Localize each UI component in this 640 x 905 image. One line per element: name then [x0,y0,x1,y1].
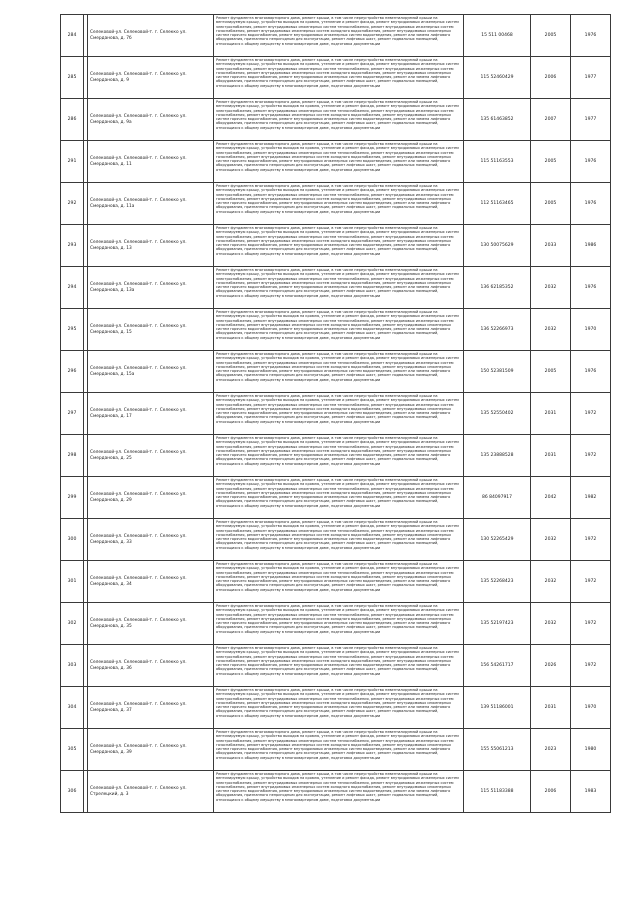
work-description-cell [214,729,464,771]
row-number: 294 [61,267,84,309]
construction-year-cell: 1972 [571,561,611,603]
cost-cell: 150 52381509 [464,351,531,393]
construction-year-cell: 1977 [571,99,611,141]
address-cell: Селековой-ул. Селековой-т. г. Селекко ул. Смерданова, д. 34 [88,561,214,603]
row-number: 285 [61,57,84,99]
table-body [61,15,611,813]
work-description-text: Ремонт фундамента многоквартирного дома, ремонт крыши, в том числе переустройство невентилируемой крыши на вентилируемую крышу, устройство выходов на кровлю, утепление и ремонт фасада, ремонт внутридомовых инженерных систем электроснабжения, ремонт внутридомовых инженерных систем теплоснабжения, ремонт внутридомовых инженерных систем газоснабжения, ремонт внутридомовых инженерных систем холодного водоснабжения, ремонт внутридомовых инженерных систем горячего водоснабжения, ремонт внутридомовых инженерных систем водоотведения, ремонт или замена лифтового оборудования, признанного непригодным для эксплуатации, ремонт лифтовых шахт, ремонт подвальных помещений, относящихся к общему имуществу в многоквартирном доме, подготовка документации [216,604,459,634]
cost-cell: 155 55061213 [464,729,531,771]
work-description-cell [214,645,464,687]
construction-year-cell: 1976 [571,15,611,57]
address-cell: Селековой-ул. Селековой-т. г. Селекко ул. Смерданова, д. 35 [88,603,214,645]
table-row [61,225,611,267]
table-row [61,603,611,645]
planned-year-cell: 2031 [531,435,571,477]
work-description-cell [214,99,464,141]
capital-repair-table [60,14,611,813]
cost-cell: 135 23888528 [464,435,531,477]
cost-cell: 135 52197423 [464,603,531,645]
work-description-cell [214,519,464,561]
address-cell: Селековой-ул. Селековой-т. г. Селекко ул. Смерданова, д. 15 [88,309,214,351]
construction-year-cell: 1976 [571,141,611,183]
work-description-text: Ремонт фундамента многоквартирного дома, ремонт крыши, в том числе переустройство невентилируемой крыши на вентилируемую крышу, устройство выходов на кровлю, утепление и ремонт фасада, ремонт внутридомовых инженерных систем электроснабжения, ремонт внутридомовых инженерных систем теплоснабжения, ремонт внутридомовых инженерных систем газоснабжения, ремонт внутридомовых инженерных систем холодного водоснабжения, ремонт внутридомовых инженерных систем горячего водоснабжения, ремонт внутридомовых инженерных систем водоотведения, ремонт или замена лифтового оборудования, признанного непригодным для эксплуатации, ремонт лифтовых шахт, ремонт подвальных помещений, относящихся к общему имуществу в многоквартирном доме, подготовка документации [216,16,459,46]
address-cell: Селековой-ул. Селековой-т. г. Селекко ул. Смерданова, д. 9 [88,57,214,99]
address-cell: Селековой-ул. Селековой-т. г. Селекко ул. Смерданова, д. 9а [88,99,214,141]
work-description-text: Ремонт фундамента многоквартирного дома, ремонт крыши, в том числе переустройство невентилируемой крыши на вентилируемую крышу, устройство выходов на кровлю, утепление и ремонт фасада, ремонт внутридомовых инженерных систем электроснабжения, ремонт внутридомовых инженерных систем теплоснабжения, ремонт внутридомовых инженерных систем газоснабжения, ремонт внутридомовых инженерных систем холодного водоснабжения, ремонт внутридомовых инженерных систем горячего водоснабжения, ремонт внутридомовых инженерных систем водоотведения, ремонт или замена лифтового оборудования, признанного непригодным для эксплуатации, ремонт лифтовых шахт, ремонт подвальных помещений, относящихся к общему имуществу в многоквартирном доме, подготовка документации [216,394,459,424]
cost-cell: 86 84097917 [464,477,531,519]
work-description-cell [214,435,464,477]
construction-year-cell: 1972 [571,603,611,645]
cost-cell: 135 52550402 [464,393,531,435]
row-number: 292 [61,183,84,225]
cost-cell: 15 511 00468 [464,15,531,57]
row-number: 301 [61,561,84,603]
work-description-text: Ремонт фундамента многоквартирного дома, ремонт крыши, в том числе переустройство невентилируемой крыши на вентилируемую крышу, устройство выходов на кровлю, утепление и ремонт фасада, ремонт внутридомовых инженерных систем электроснабжения, ремонт внутридомовых инженерных систем теплоснабжения, ремонт внутридомовых инженерных систем газоснабжения, ремонт внутридомовых инженерных систем холодного водоснабжения, ремонт внутридомовых инженерных систем горячего водоснабжения, ремонт внутридомовых инженерных систем водоотведения, ремонт или замена лифтового оборудования, признанного непригодным для эксплуатации, ремонт лифтовых шахт, ремонт подвальных помещений, относящихся к общему имуществу в многоквартирном доме, подготовка документации [216,772,459,802]
construction-year-cell: 1986 [571,225,611,267]
planned-year-cell: 2032 [531,561,571,603]
work-description-text: Ремонт фундамента многоквартирного дома, ремонт крыши, в том числе переустройство невентилируемой крыши на вентилируемую крышу, устройство выходов на кровлю, утепление и ремонт фасада, ремонт внутридомовых инженерных систем электроснабжения, ремонт внутридомовых инженерных систем теплоснабжения, ремонт внутридомовых инженерных систем газоснабжения, ремонт внутридомовых инженерных систем холодного водоснабжения, ремонт внутридомовых инженерных систем горячего водоснабжения, ремонт внутридомовых инженерных систем водоотведения, ремонт или замена лифтового оборудования, признанного непригодным для эксплуатации, ремонт лифтовых шахт, ремонт подвальных помещений, относящихся к общему имуществу в многоквартирном доме, подготовка документации [216,142,459,172]
planned-year-cell: 2005 [531,183,571,225]
address-cell: Селековой-ул. Селековой-т. г. Селекко ул. Смерданова, д. 29 [88,477,214,519]
planned-year-cell: 2033 [531,225,571,267]
work-description-text: Ремонт фундамента многоквартирного дома, ремонт крыши, в том числе переустройство невентилируемой крыши на вентилируемую крышу, устройство выходов на кровлю, утепление и ремонт фасада, ремонт внутридомовых инженерных систем электроснабжения, ремонт внутридомовых инженерных систем теплоснабжения, ремонт внутридомовых инженерных систем газоснабжения, ремонт внутридомовых инженерных систем холодного водоснабжения, ремонт внутридомовых инженерных систем горячего водоснабжения, ремонт внутридомовых инженерных систем водоотведения, ремонт или замена лифтового оборудования, признанного непригодным для эксплуатации, ремонт лифтовых шахт, ремонт подвальных помещений, относящихся к общему имуществу в многоквартирном доме, подготовка документации [216,520,459,550]
work-description-text: Ремонт фундамента многоквартирного дома, ремонт крыши, в том числе переустройство невентилируемой крыши на вентилируемую крышу, устройство выходов на кровлю, утепление и ремонт фасада, ремонт внутридомовых инженерных систем электроснабжения, ремонт внутридомовых инженерных систем теплоснабжения, ремонт внутридомовых инженерных систем газоснабжения, ремонт внутридомовых инженерных систем холодного водоснабжения, ремонт внутридомовых инженерных систем горячего водоснабжения, ремонт внутридомовых инженерных систем водоотведения, ремонт или замена лифтового оборудования, признанного непригодным для эксплуатации, ремонт лифтовых шахт, ремонт подвальных помещений, относящихся к общему имуществу в многоквартирном доме, подготовка документации [216,478,459,508]
construction-year-cell: 1983 [571,771,611,813]
cost-cell: 115 51163553 [464,141,531,183]
work-description-text: Ремонт фундамента многоквартирного дома, ремонт крыши, в том числе переустройство невентилируемой крыши на вентилируемую крышу, устройство выходов на кровлю, утепление и ремонт фасада, ремонт внутридомовых инженерных систем электроснабжения, ремонт внутридомовых инженерных систем теплоснабжения, ремонт внутридомовых инженерных систем газоснабжения, ремонт внутридомовых инженерных систем холодного водоснабжения, ремонт внутридомовых инженерных систем горячего водоснабжения, ремонт внутридомовых инженерных систем водоотведения, ремонт или замена лифтового оборудования, признанного непригодным для эксплуатации, ремонт лифтовых шахт, ремонт подвальных помещений, относящихся к общему имуществу в многоквартирном доме, подготовка документации [216,100,459,130]
address-cell: Селековой-ул. Селековой-т. г. Селекко ул. Смерданова, д. 13 [88,225,214,267]
construction-year-cell: 1970 [571,309,611,351]
work-description-cell [214,771,464,813]
work-description-text: Ремонт фундамента многоквартирного дома, ремонт крыши, в том числе переустройство невентилируемой крыши на вентилируемую крышу, устройство выходов на кровлю, утепление и ремонт фасада, ремонт внутридомовых инженерных систем электроснабжения, ремонт внутридомовых инженерных систем теплоснабжения, ремонт внутридомовых инженерных систем газоснабжения, ремонт внутридомовых инженерных систем холодного водоснабжения, ремонт внутридомовых инженерных систем горячего водоснабжения, ремонт внутридомовых инженерных систем водоотведения, ремонт или замена лифтового оборудования, признанного непригодным для эксплуатации, ремонт лифтовых шахт, ремонт подвальных помещений, относящихся к общему имуществу в многоквартирном доме, подготовка документации [216,436,459,466]
address-cell: Селековой-ул. Селековой-т. г. Селекко ул. Смерданова, д. 36 [88,645,214,687]
row-number: 304 [61,687,84,729]
row-number: 293 [61,225,84,267]
work-description-text: Ремонт фундамента многоквартирного дома, ремонт крыши, в том числе переустройство невентилируемой крыши на вентилируемую крышу, устройство выходов на кровлю, утепление и ремонт фасада, ремонт внутридомовых инженерных систем электроснабжения, ремонт внутридомовых инженерных систем теплоснабжения, ремонт внутридомовых инженерных систем газоснабжения, ремонт внутридомовых инженерных систем холодного водоснабжения, ремонт внутридомовых инженерных систем горячего водоснабжения, ремонт внутридомовых инженерных систем водоотведения, ремонт или замена лифтового оборудования, признанного непригодным для эксплуатации, ремонт лифтовых шахт, ремонт подвальных помещений, относящихся к общему имуществу в многоквартирном доме, подготовка документации [216,352,459,382]
cost-cell: 135 61463852 [464,99,531,141]
table-row [61,435,611,477]
planned-year-cell: 2023 [531,729,571,771]
construction-year-cell: 1980 [571,729,611,771]
cost-cell: 156 54261717 [464,645,531,687]
construction-year-cell: 1970 [571,687,611,729]
work-description-text: Ремонт фундамента многоквартирного дома, ремонт крыши, в том числе переустройство невентилируемой крыши на вентилируемую крышу, устройство выходов на кровлю, утепление и ремонт фасада, ремонт внутридомовых инженерных систем электроснабжения, ремонт внутридомовых инженерных систем теплоснабжения, ремонт внутридомовых инженерных систем газоснабжения, ремонт внутридомовых инженерных систем холодного водоснабжения, ремонт внутридомовых инженерных систем горячего водоснабжения, ремонт внутридомовых инженерных систем водоотведения, ремонт или замена лифтового оборудования, признанного непригодным для эксплуатации, ремонт лифтовых шахт, ремонт подвальных помещений, относящихся к общему имуществу в многоквартирном доме, подготовка документации [216,646,459,676]
table-row [61,99,611,141]
row-number: 296 [61,351,84,393]
work-description-cell [214,267,464,309]
planned-year-cell: 2007 [531,99,571,141]
row-number: 303 [61,645,84,687]
planned-year-cell: 2032 [531,267,571,309]
work-description-cell [214,393,464,435]
table-row [61,561,611,603]
construction-year-cell: 1982 [571,477,611,519]
planned-year-cell: 2006 [531,771,571,813]
cost-cell: 135 52268423 [464,561,531,603]
work-description-text: Ремонт фундамента многоквартирного дома, ремонт крыши, в том числе переустройство невентилируемой крыши на вентилируемую крышу, устройство выходов на кровлю, утепление и ремонт фасада, ремонт внутридомовых инженерных систем электроснабжения, ремонт внутридомовых инженерных систем теплоснабжения, ремонт внутридомовых инженерных систем газоснабжения, ремонт внутридомовых инженерных систем холодного водоснабжения, ремонт внутридомовых инженерных систем горячего водоснабжения, ремонт внутридомовых инженерных систем водоотведения, ремонт или замена лифтового оборудования, признанного непригодным для эксплуатации, ремонт лифтовых шахт, ремонт подвальных помещений, относящихся к общему имуществу в многоквартирном доме, подготовка документации [216,730,459,760]
cost-cell: 115 52460429 [464,57,531,99]
address-cell: Селековой-ул. Селековой-т. г. Селекко ул. Стрелецкий, д. 3 [88,771,214,813]
work-description-cell [214,183,464,225]
construction-year-cell: 1972 [571,435,611,477]
work-description-cell [214,561,464,603]
address-cell: Селековой-ул. Селековой-т. г. Селекко ул. Смерданова, д. 13а [88,267,214,309]
planned-year-cell: 2042 [531,477,571,519]
table-row [61,309,611,351]
row-number: 302 [61,603,84,645]
table-row [61,15,611,57]
row-number: 286 [61,99,84,141]
construction-year-cell: 1976 [571,351,611,393]
work-description-text: Ремонт фундамента многоквартирного дома, ремонт крыши, в том числе переустройство невентилируемой крыши на вентилируемую крышу, устройство выходов на кровлю, утепление и ремонт фасада, ремонт внутридомовых инженерных систем электроснабжения, ремонт внутридомовых инженерных систем теплоснабжения, ремонт внутридомовых инженерных систем газоснабжения, ремонт внутридомовых инженерных систем холодного водоснабжения, ремонт внутридомовых инженерных систем горячего водоснабжения, ремонт внутридомовых инженерных систем водоотведения, ремонт или замена лифтового оборудования, признанного непригодным для эксплуатации, ремонт лифтовых шахт, ремонт подвальных помещений, относящихся к общему имуществу в многоквартирном доме, подготовка документации [216,184,459,214]
table-row [61,687,611,729]
address-cell: Селековой-ул. Селековой-т. г. Селекко ул. Смерданова, д. 33 [88,519,214,561]
row-number: 306 [61,771,84,813]
construction-year-cell: 1972 [571,519,611,561]
table-row [61,393,611,435]
cost-cell: 112 51163465 [464,183,531,225]
address-cell: Селековой-ул. Селековой-т. г. Селекко ул. Смерданова, д. 15а [88,351,214,393]
table-row [61,645,611,687]
work-description-cell [214,351,464,393]
address-cell: Селековой-ул. Селековой-т. г. Селекко ул. Смерданова, д. 37 [88,687,214,729]
row-number: 305 [61,729,84,771]
planned-year-cell: 2032 [531,519,571,561]
work-description-cell [214,687,464,729]
work-description-cell [214,225,464,267]
work-description-cell [214,477,464,519]
cost-cell: 136 52266973 [464,309,531,351]
planned-year-cell: 2032 [531,309,571,351]
planned-year-cell: 2005 [531,141,571,183]
work-description-cell [214,141,464,183]
work-description-text: Ремонт фундамента многоквартирного дома, ремонт крыши, в том числе переустройство невентилируемой крыши на вентилируемую крышу, устройство выходов на кровлю, утепление и ремонт фасада, ремонт внутридомовых инженерных систем электроснабжения, ремонт внутридомовых инженерных систем теплоснабжения, ремонт внутридомовых инженерных систем газоснабжения, ремонт внутридомовых инженерных систем холодного водоснабжения, ремонт внутридомовых инженерных систем горячего водоснабжения, ремонт внутридомовых инженерных систем водоотведения, ремонт или замена лифтового оборудования, признанного непригодным для эксплуатации, ремонт лифтовых шахт, ремонт подвальных помещений, относящихся к общему имуществу в многоквартирном доме, подготовка документации [216,310,459,340]
work-description-cell [214,603,464,645]
table-row [61,519,611,561]
construction-year-cell: 1976 [571,183,611,225]
planned-year-cell: 2032 [531,603,571,645]
work-description-cell [214,309,464,351]
address-cell: Селековой-ул. Селековой-т. г. Селекко ул. Смерданова, д. 17 [88,393,214,435]
row-number: 297 [61,393,84,435]
address-cell: Селековой-ул. Селековой-т. г. Селекко ул. Смерданова, д. 39 [88,729,214,771]
work-description-text: Ремонт фундамента многоквартирного дома, ремонт крыши, в том числе переустройство невентилируемой крыши на вентилируемую крышу, устройство выходов на кровлю, утепление и ремонт фасада, ремонт внутридомовых инженерных систем электроснабжения, ремонт внутридомовых инженерных систем теплоснабжения, ремонт внутридомовых инженерных систем газоснабжения, ремонт внутридомовых инженерных систем холодного водоснабжения, ремонт внутридомовых инженерных систем горячего водоснабжения, ремонт внутридомовых инженерных систем водоотведения, ремонт или замена лифтового оборудования, признанного непригодным для эксплуатации, ремонт лифтовых шахт, ремонт подвальных помещений, относящихся к общему имуществу в многоквартирном доме, подготовка документации [216,58,459,88]
table-row [61,141,611,183]
row-number: 299 [61,477,84,519]
construction-year-cell: 1977 [571,57,611,99]
row-number: 284 [61,15,84,57]
table-row [61,351,611,393]
address-cell: Селековой-ул. Селековой-т. г. Селекко ул. Смерданова, д. 25 [88,435,214,477]
row-number: 300 [61,519,84,561]
work-description-text: Ремонт фундамента многоквартирного дома, ремонт крыши, в том числе переустройство невентилируемой крыши на вентилируемую крышу, устройство выходов на кровлю, утепление и ремонт фасада, ремонт внутридомовых инженерных систем электроснабжения, ремонт внутридомовых инженерных систем теплоснабжения, ремонт внутридомовых инженерных систем газоснабжения, ремонт внутридомовых инженерных систем холодного водоснабжения, ремонт внутридомовых инженерных систем горячего водоснабжения, ремонт внутридомовых инженерных систем водоотведения, ремонт или замена лифтового оборудования, признанного непригодным для эксплуатации, ремонт лифтовых шахт, ремонт подвальных помещений, относящихся к общему имуществу в многоквартирном доме, подготовка документации [216,226,459,256]
cost-cell: 130 50075629 [464,225,531,267]
construction-year-cell: 1972 [571,393,611,435]
address-cell: Селековой-ул. Селековой-т. г. Селекко ул. Смерданова, д. 11 [88,141,214,183]
work-description-text: Ремонт фундамента многоквартирного дома, ремонт крыши, в том числе переустройство невентилируемой крыши на вентилируемую крышу, устройство выходов на кровлю, утепление и ремонт фасада, ремонт внутридомовых инженерных систем электроснабжения, ремонт внутридомовых инженерных систем теплоснабжения, ремонт внутридомовых инженерных систем газоснабжения, ремонт внутридомовых инженерных систем холодного водоснабжения, ремонт внутридомовых инженерных систем горячего водоснабжения, ремонт внутридомовых инженерных систем водоотведения, ремонт или замена лифтового оборудования, признанного непригодным для эксплуатации, ремонт лифтовых шахт, ремонт подвальных помещений, относящихся к общему имуществу в многоквартирном доме, подготовка документации [216,268,459,298]
work-description-cell [214,15,464,57]
work-description-cell [214,57,464,99]
planned-year-cell: 2031 [531,687,571,729]
table-row [61,729,611,771]
table-row [61,183,611,225]
planned-year-cell: 2005 [531,15,571,57]
address-cell: Селековой-ул. Селековой-т. г. Селекко ул. Смерданова, д. 11а [88,183,214,225]
row-number: 298 [61,435,84,477]
row-number: 295 [61,309,84,351]
address-cell: Селековой-ул. Селековой-т. г. Селекко ул. Смерданова, д. 7б [88,15,214,57]
planned-year-cell: 2031 [531,393,571,435]
cost-cell: 130 52265429 [464,519,531,561]
table-row [61,57,611,99]
work-description-text: Ремонт фундамента многоквартирного дома, ремонт крыши, в том числе переустройство невентилируемой крыши на вентилируемую крышу, устройство выходов на кровлю, утепление и ремонт фасада, ремонт внутридомовых инженерных систем электроснабжения, ремонт внутридомовых инженерных систем теплоснабжения, ремонт внутридомовых инженерных систем газоснабжения, ремонт внутридомовых инженерных систем холодного водоснабжения, ремонт внутридомовых инженерных систем горячего водоснабжения, ремонт внутридомовых инженерных систем водоотведения, ремонт или замена лифтового оборудования, признанного непригодным для эксплуатации, ремонт лифтовых шахт, ремонт подвальных помещений, относящихся к общему имуществу в многоквартирном доме, подготовка документации [216,562,459,592]
cost-cell: 139 51186001 [464,687,531,729]
table-row [61,477,611,519]
construction-year-cell: 1972 [571,645,611,687]
work-description-text: Ремонт фундамента многоквартирного дома, ремонт крыши, в том числе переустройство невентилируемой крыши на вентилируемую крышу, устройство выходов на кровлю, утепление и ремонт фасада, ремонт внутридомовых инженерных систем электроснабжения, ремонт внутридомовых инженерных систем теплоснабжения, ремонт внутридомовых инженерных систем газоснабжения, ремонт внутридомовых инженерных систем холодного водоснабжения, ремонт внутридомовых инженерных систем горячего водоснабжения, ремонт внутридомовых инженерных систем водоотведения, ремонт или замена лифтового оборудования, признанного непригодным для эксплуатации, ремонт лифтовых шахт, ремонт подвальных помещений, относящихся к общему имуществу в многоквартирном доме, подготовка документации [216,688,459,718]
table-row [61,771,611,813]
cost-cell: 115 51183388 [464,771,531,813]
cost-cell: 136 62185352 [464,267,531,309]
table-row [61,267,611,309]
planned-year-cell: 2026 [531,645,571,687]
construction-year-cell: 1976 [571,267,611,309]
row-number: 291 [61,141,84,183]
planned-year-cell: 2005 [531,351,571,393]
planned-year-cell: 2006 [531,57,571,99]
